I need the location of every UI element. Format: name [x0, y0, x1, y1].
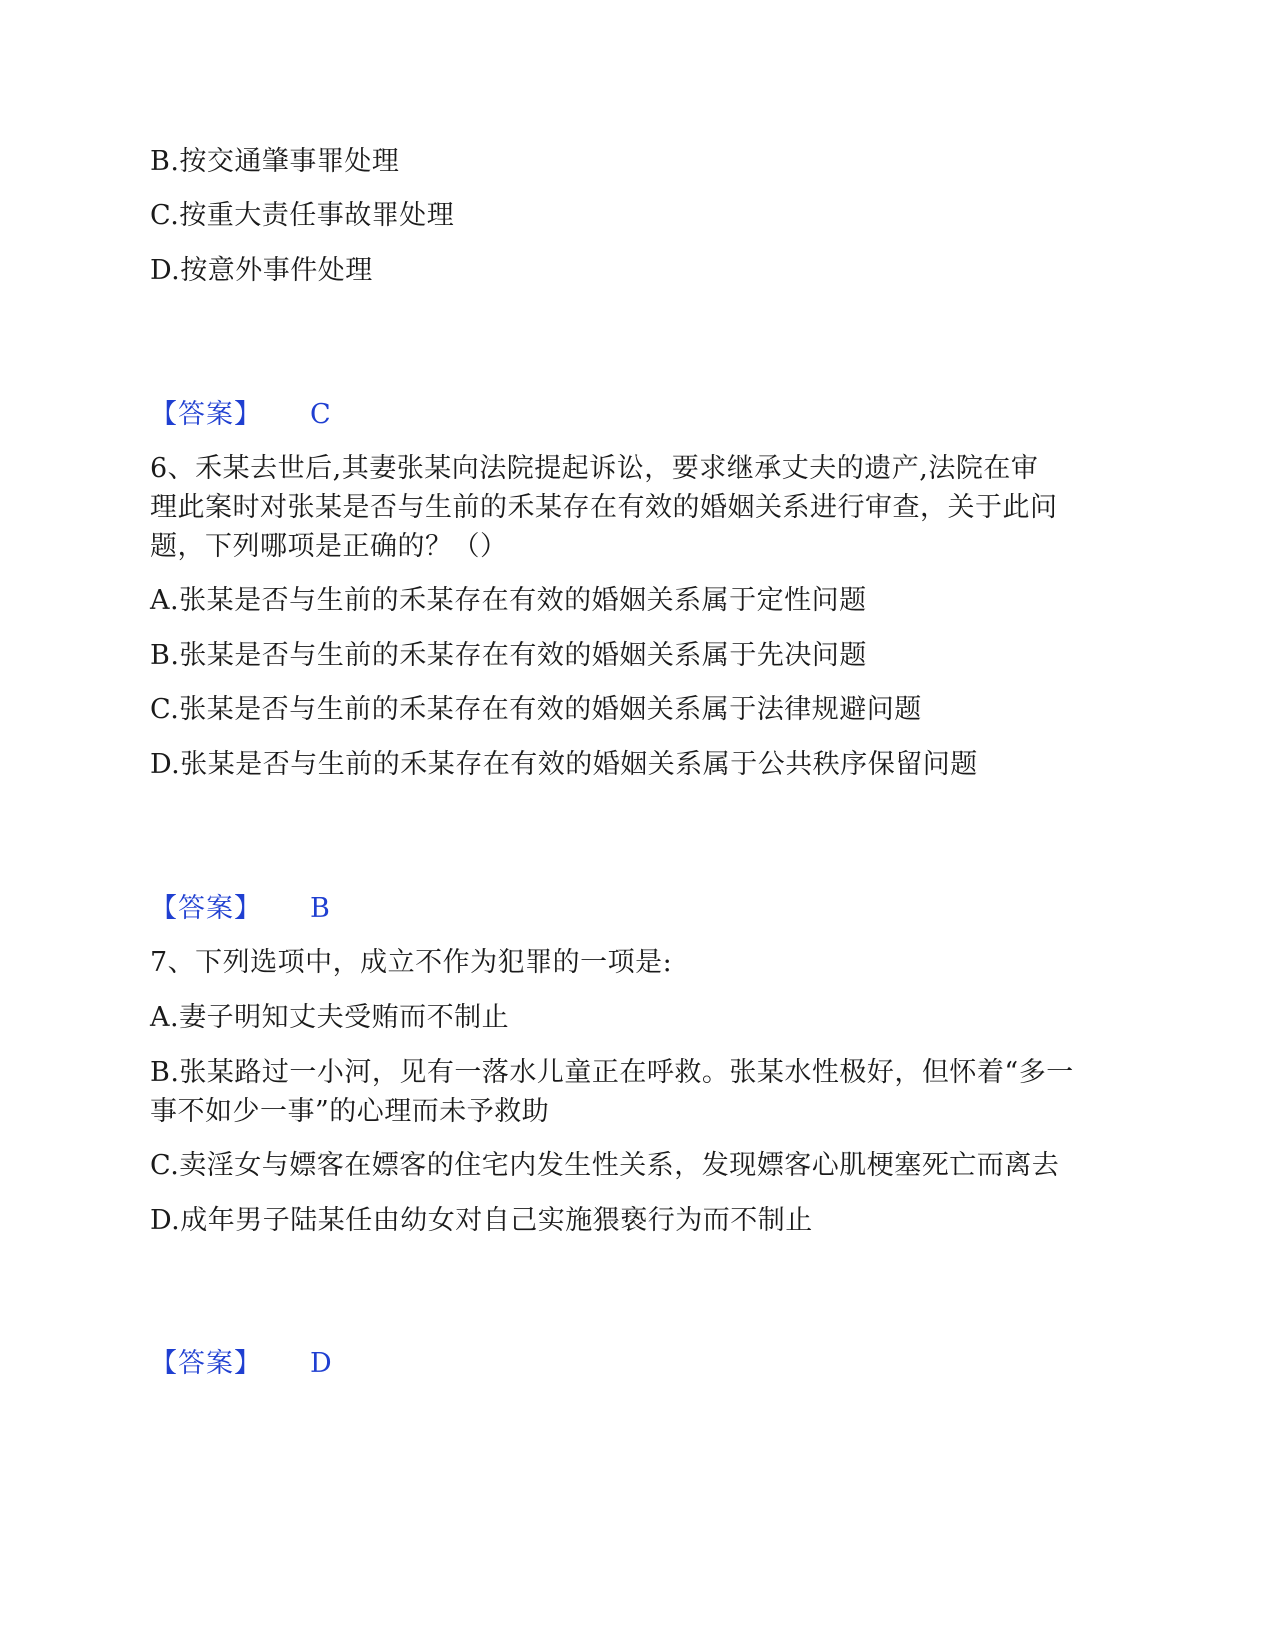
answer-label: 【答案】: [150, 893, 262, 924]
q5-option-c: C.按重大责任事故罪处理: [150, 200, 455, 231]
answer-value: C: [310, 399, 331, 430]
q5-option-b: B.按交通肇事罪处理: [150, 146, 400, 177]
q6-stem-line-2: 理此案时对张某是否与生前的禾某存在有效的婚姻关系进行审查，关于此问: [150, 492, 1058, 523]
q7-option-b-line-2: 事不如少一事”的心理而未予救助: [150, 1096, 550, 1127]
document-page: [150, 0, 1130, 1650]
q7-option-c: C.卖淫女与嫖客在嫖客的住宅内发生性关系，发现嫖客心肌梗塞死亡而离去: [150, 1150, 1060, 1181]
q7-answer: [150, 1346, 332, 1382]
q6-option-b: B.张某是否与生前的禾某存在有效的婚姻关系属于先决问题: [150, 640, 867, 671]
q6-stem-line-1: 6、禾某去世后,其妻张某向法院提起诉讼，要求继承丈夫的遗产,法院在审: [150, 453, 1039, 484]
q6-option-c: C.张某是否与生前的禾某存在有效的婚姻关系属于法律规避问题: [150, 694, 922, 725]
q7-option-a: A.妻子明知丈夫受贿而不制止: [150, 1002, 510, 1033]
q6-option-a: A.张某是否与生前的禾某存在有效的婚姻关系属于定性问题: [150, 585, 867, 616]
q6-answer: [150, 891, 330, 927]
answer-label: 【答案】: [150, 1348, 262, 1379]
q7-stem: 7、下列选项中，成立不作为犯罪的一项是:: [150, 947, 673, 978]
q5-answer: [150, 397, 331, 433]
q6-option-d: D.张某是否与生前的禾某存在有效的婚姻关系属于公共秩序保留问题: [150, 749, 978, 780]
q7-option-b-line-1: B.张某路过一小河，见有一落水儿童正在呼救。张某水性极好，但怀着“多一: [150, 1057, 1074, 1088]
q6-stem-line-3: 题，下列哪项是正确的？（）: [150, 531, 508, 562]
q7-option-d: D.成年男子陆某任由幼女对自己实施猥亵行为而不制止: [150, 1205, 813, 1236]
q5-option-d: D.按意外事件处理: [150, 255, 373, 286]
answer-value: B: [310, 893, 330, 924]
answer-label: 【答案】: [150, 399, 262, 430]
answer-value: D: [310, 1348, 332, 1379]
